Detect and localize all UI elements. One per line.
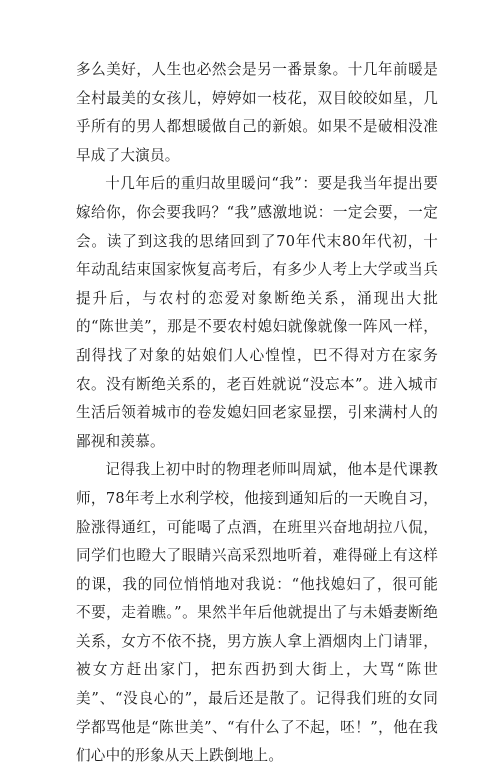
paragraph-2: 十几年后的重归故里暖问“我”：要是我当年提出要嫁给你，你会要我吗？“我”感激地说：一定会要，一定会。读了到这我的思绪回到了70年代末80年代初，十年动乱结束国家恢复高考后，有多少人考上大学或当兵提升后，与农村的恋爱对象断绝关系，涌现出大批的“陈世美”，那是不要农村媳妇就像就像一阵风一样，刮得找了对象的姑娘们人心惶惶，巴不得对方在家务农。没有断绝关系的，老百姓就说“没忘本”。进入城市生活后领着城市的卷发媳妇回老家显摆，引来满村人的鄙视和羡慕。 <box>76 175 438 450</box>
paragraph-3: 记得我上初中时的物理老师叫周斌，他本是代课教师，78年考上水利学校，他接到通知后的一天晚自习，脸涨得通红，可能喝了点酒，在班里兴奋地胡拉八侃，同学们也瞪大了眼睛兴高采烈地听着，难得碰上有这样的课，我的同位悄悄地对我说：“他找媳妇了，很可能不要，走着瞧。”。果然半年后他就提出了与未婚妻断绝关系，女方不依不挠，男方族人拿上酒烟肉上门请罪，被女方赶出家门，把东西扔到大街上，大骂“陈世美”、“没良心的”，最后还是散了。记得我们班的女同学都骂他是“陈世美”、“有什么了不起，呸！”，他在我们心中的形象从天上跌倒地上。 <box>76 461 438 765</box>
body-text <box>76 56 438 771</box>
paragraph-1: 多么美好，人生也必然会是另一番景象。十几年前暖是全村最美的女孩儿，婷婷如一枝花，双目皎皎如星，几乎所有的男人都想暖做自己的新娘。如果不是破相没准早成了大演员。 <box>76 61 438 164</box>
